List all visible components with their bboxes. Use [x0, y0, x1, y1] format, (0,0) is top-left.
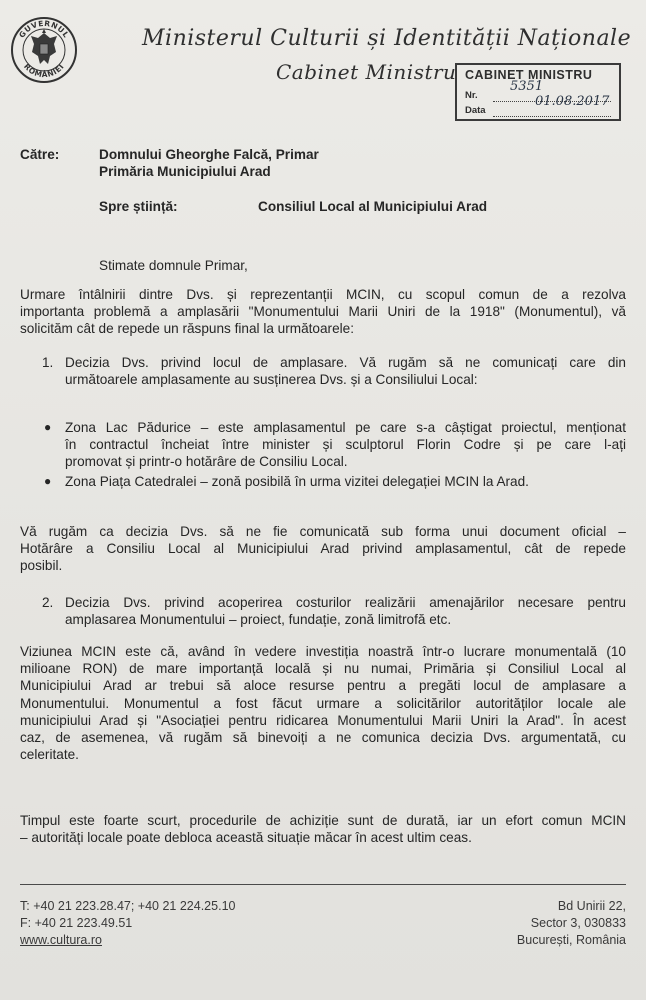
vision-line: Viziunea MCIN este că, având în vedere investiția noastră într-o lucrare monumentală (10 — [20, 644, 626, 659]
bullet-icon: ● — [44, 474, 52, 488]
cc-recipient: Consiliul Local al Municipiului Arad — [258, 199, 488, 214]
vision-line: celeritate. — [20, 747, 79, 763]
bullet-line: Zona Lac Pădurice – este amplasamentul pe care s-a câștigat proiectul, menționat — [65, 420, 626, 435]
footer-address-city: București, România — [516, 933, 626, 947]
item-number: 1. — [42, 355, 54, 370]
item-line: amplasarea Monumentului – proiect, fundație, zonă limitrofă etc. — [65, 612, 452, 628]
to-label: Către: — [20, 147, 60, 162]
bullet-icon: ● — [44, 420, 52, 434]
vision-line: caz, de asemenea, vă rugăm să binevoiți a ne comunica decizia Dvs. argumentată, cu — [20, 730, 626, 746]
stamp-title: CABINET MINISTRU — [465, 68, 593, 82]
request-line: Vă rugăm ca decizia Dvs. să ne fie comunicată sub forma unui document oficial – — [20, 524, 626, 539]
footer-phone: T: +40 21 223.28.47; +40 21 224.25.10 — [20, 899, 236, 913]
item-line: Decizia Dvs. privind locul de amplasare. Vă rugăm să ne comunicați care din — [65, 355, 626, 370]
request-line: posibil. — [20, 558, 63, 574]
closing-line: Timpul este foarte scurt, procedurile de achiziție sunt de durată, iar un efort comun MCIN — [20, 813, 626, 828]
stamp-nr-label: Nr. — [465, 90, 478, 101]
bullet-line: Zona Piața Catedralei – zonă posibilă în urma vizitei delegației MCIN la Arad. — [65, 474, 529, 489]
item-line: următoarele amplasamente au susținerea Dvs. și a Consiliului Local: — [65, 372, 478, 388]
intro-line: solicităm cât de repede un răspuns final la următoarele: — [20, 321, 354, 337]
stamp-nr-value: 5351 — [510, 79, 544, 94]
recipient-name: Domnului Gheorghe Falcă, Primar — [99, 147, 319, 162]
bullet-line: în contractul încheiat între minister și sculptorul Florin Codre și pe care l-ați — [65, 437, 626, 453]
vision-line: Municipiului Arad ar trebui să aloce resurse pentru a pregăti locul de amplasare a — [20, 678, 626, 694]
closing-paragraph — [20, 812, 626, 846]
footer-address-street: Bd Unirii 22, — [557, 899, 626, 913]
seal-text-bottom: ROMÂNIEI — [22, 61, 66, 80]
seal-text-top: GUVERNUL — [17, 18, 71, 40]
government-seal-icon — [10, 16, 78, 84]
stamp-date-value: 01.08.2017 — [535, 94, 610, 109]
vision-line: milioane RON) de mare importanță locală și nu numai, Primăria și Consiliul Local al — [20, 661, 626, 677]
footer-divider — [20, 884, 626, 885]
stamp-date-label: Data — [465, 105, 486, 116]
recipient-institution: Primăria Municipiului Arad — [99, 164, 271, 179]
closing-line: – autorități locale poate debloca această situație măcar în acest ultim ceas. — [20, 830, 472, 846]
item-number: 2. — [42, 595, 54, 610]
stamp-date-line — [493, 116, 611, 117]
item-line: Decizia Dvs. privind acoperirea costurilor realizării amenajărilor necesare pentru — [65, 595, 626, 610]
intro-paragraph — [20, 286, 626, 338]
intro-line: importanta problemă a amplasării "Monumentului Marii Uniri de la 1918" (Monumentul), vă — [20, 304, 626, 320]
ministry-name: Ministerul Culturii și Identității Naționale — [142, 26, 632, 51]
footer-fax: F: +40 21 223.49.51 — [20, 916, 133, 930]
bullet-line: promovat și printr-o hotărâre de Consiliu Local. — [65, 454, 348, 470]
request-paragraph — [20, 523, 626, 575]
cc-label: Spre știință: — [99, 199, 178, 214]
intro-line: Urmare întâlnirii dintre Dvs. și reprezentanții MCIN, cu scopul comun de a rezolva — [20, 287, 626, 302]
salutation: Stimate domnule Primar, — [99, 258, 248, 273]
vision-line: municipiului Arad și "Asociației pentru ridicarea Monumentului Marii Uniri la Arad". În acest — [20, 712, 626, 728]
request-line: Hotărâre a Consiliu Local al Municipiului Arad privind amplasamentul, cât de repede — [20, 541, 626, 557]
cabinet-name: Cabinet Ministru — [276, 60, 457, 84]
footer-address-sector: Sector 3, 030833 — [530, 916, 626, 930]
svg-text:ROMÂNIEI — [22, 62, 66, 79]
vision-paragraph — [20, 643, 626, 763]
footer-website-link[interactable]: www.cultura.ro — [20, 933, 102, 947]
vision-line: Monumentului. Monumentul a fost făcut urmare a solicitărilor autorităților locale ale — [20, 695, 626, 711]
